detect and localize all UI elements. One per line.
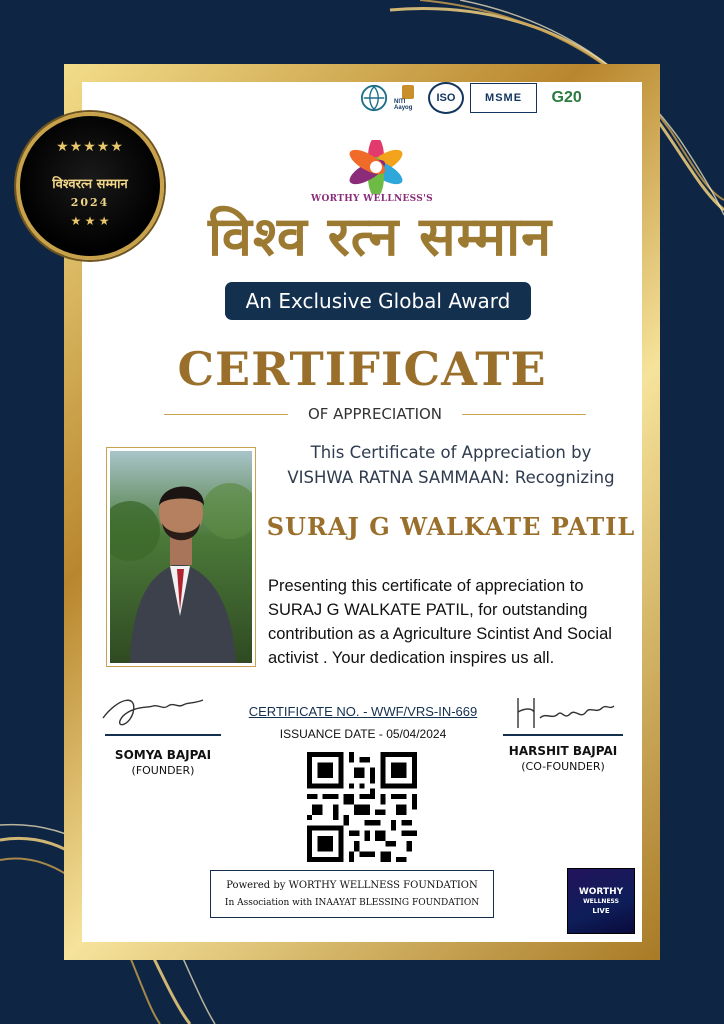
founder-signature-line: [105, 734, 221, 736]
partner-logos: [360, 80, 590, 116]
recipient-portrait-image: [110, 451, 252, 663]
certificate-title: CERTIFICATE: [177, 342, 547, 396]
recipient-name: SURAJ G WALKATE PATIL: [266, 512, 636, 541]
brand-name: WORTHY WELLNESS'S: [311, 194, 433, 204]
tagline-banner: An Exclusive Global Award: [225, 282, 531, 320]
hindi-award-title: विश्व रत्न सम्मान: [207, 204, 553, 268]
founder-role: (FOUNDER): [131, 764, 195, 777]
certificate-body: Presenting this certificate of appreciation to SURAJ G WALKATE PATIL, for outstanding contribution as a Agriculture Scintist And Social activist . Your dedication inspires us all.: [268, 577, 612, 667]
recognition-line-1: This Certificate of Appreciation by: [310, 443, 592, 462]
badge-year: 2024: [70, 196, 110, 209]
cofounder-role: (CO-FOUNDER): [521, 760, 605, 773]
cofounder-name: HARSHIT BAJPAI: [508, 744, 618, 758]
worthy-wellness-live-logo: WORTHY WELLNESS LIVE: [567, 868, 635, 934]
certificate-subtitle: OF APPRECIATION: [307, 405, 443, 423]
badge-stars-bottom: ★ ★ ★: [70, 214, 110, 228]
association-text: In Association with INAAYAT BLESSING FOUNDATION: [224, 898, 480, 908]
founder-name: SOMYA BAJPAI: [114, 748, 212, 762]
powered-by-text: Powered by WORTHY WELLNESS FOUNDATION: [226, 880, 478, 891]
cofounder-signature-line: [503, 734, 623, 736]
cofounder-signature-image: [510, 690, 620, 734]
issuance-date: ISSUANCE DATE - 05/04/2024: [279, 727, 447, 741]
niti-aayog-logo: NITI Aayog: [394, 85, 422, 111]
divider-left: [164, 414, 288, 415]
iso-logo: ISO: [428, 82, 464, 114]
recognition-line-2: VISHWA RATNA SAMMAAN: Recognizing: [287, 468, 615, 487]
powered-by-box: [210, 870, 494, 918]
globe-icon: [360, 83, 388, 113]
badge-title: विश्वरत्न सम्मान: [52, 177, 128, 192]
divider-right: [462, 414, 586, 415]
founder-signature-image: [98, 688, 208, 732]
msme-logo: MSME: [470, 83, 537, 113]
g20-logo: G20: [551, 89, 582, 106]
qr-code[interactable]: [307, 752, 417, 862]
recipient-photo: [106, 447, 256, 667]
flower-logo-icon: [346, 140, 406, 194]
certificate-number: CERTIFICATE NO. - WWF/VRS-IN-669: [248, 704, 478, 719]
badge-stars: ★★★★★: [56, 138, 124, 154]
recognition-text: [262, 440, 640, 490]
